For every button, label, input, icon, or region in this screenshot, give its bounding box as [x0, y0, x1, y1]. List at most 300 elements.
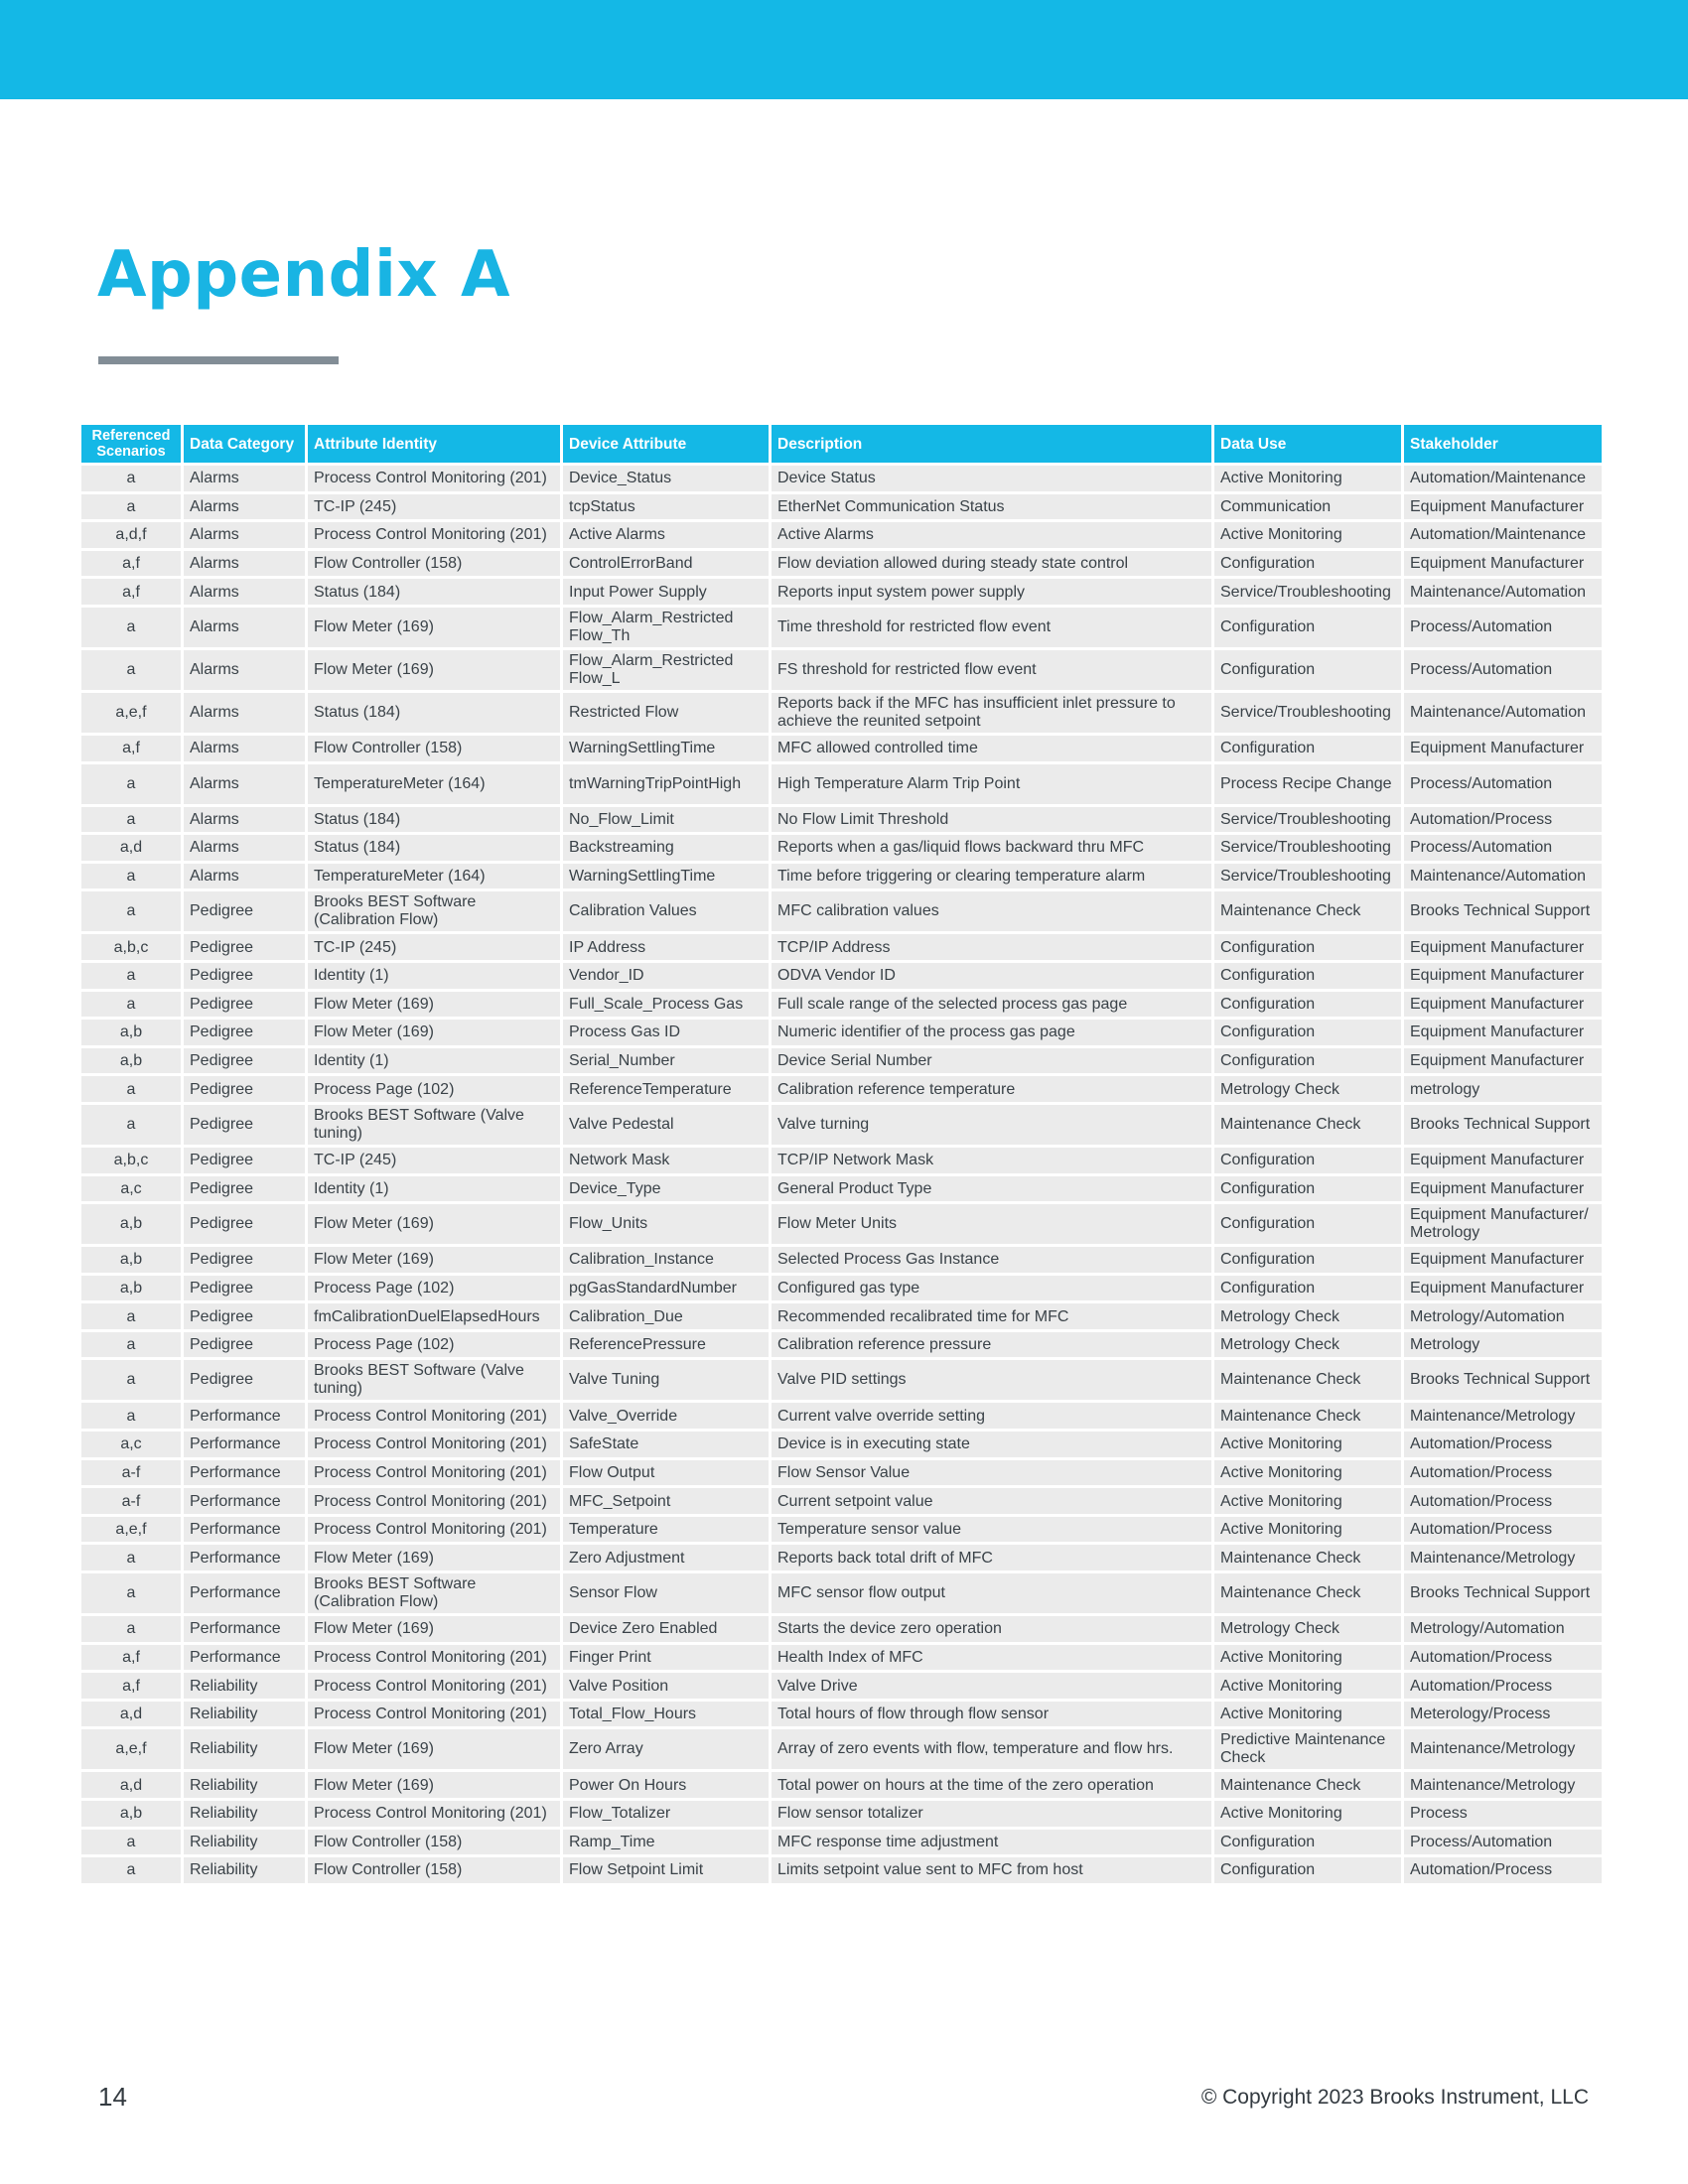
table-row	[81, 736, 1602, 761]
cell-scenarios: a,b	[81, 1048, 181, 1074]
header-referenced-scenarios: Referenced Scenarios	[81, 425, 181, 463]
cell-data-use: Service/Troubleshooting	[1214, 579, 1401, 605]
cell-data-category: Performance	[184, 1488, 305, 1514]
cell-description: EtherNet Communication Status	[772, 494, 1211, 520]
cell-description: Device is in executing state	[772, 1432, 1211, 1457]
header-stakeholder: Stakeholder	[1404, 425, 1602, 463]
cell-attribute-identity: Flow Controller (158)	[308, 736, 560, 761]
cell-scenarios: a,b,c	[81, 1148, 181, 1173]
cell-device-attribute: Flow Setpoint Limit	[563, 1857, 769, 1883]
cell-description: General Product Type	[772, 1176, 1211, 1202]
appendix-table	[78, 422, 1605, 1886]
cell-description: Reports back total drift of MFC	[772, 1545, 1211, 1570]
cell-data-use: Active Monitoring	[1214, 1460, 1401, 1486]
cell-device-attribute: Valve Tuning	[563, 1360, 769, 1400]
cell-attribute-identity: Process Control Monitoring (201)	[308, 1702, 560, 1727]
cell-device-attribute: Calibration_Instance	[563, 1247, 769, 1273]
cell-stakeholder: Equipment Manufacturer	[1404, 551, 1602, 577]
cell-data-category: Pedigree	[184, 1247, 305, 1273]
table-row	[81, 1204, 1602, 1244]
cell-attribute-identity: TemperatureMeter (164)	[308, 764, 560, 804]
cell-device-attribute: Zero Adjustment	[563, 1545, 769, 1570]
cell-data-category: Reliability	[184, 1857, 305, 1883]
cell-device-attribute: Full_Scale_Process Gas	[563, 992, 769, 1018]
cell-stakeholder: Meterology/Process	[1404, 1702, 1602, 1727]
cell-attribute-identity: Status (184)	[308, 579, 560, 605]
table-row	[81, 693, 1602, 733]
cell-data-category: Reliability	[184, 1702, 305, 1727]
cell-description: MFC calibration values	[772, 891, 1211, 931]
cell-description: Valve Drive	[772, 1673, 1211, 1699]
cell-description: Health Index of MFC	[772, 1645, 1211, 1671]
cell-attribute-identity: Flow Meter (169)	[308, 650, 560, 690]
cell-attribute-identity: Brooks BEST Software (Calibration Flow)	[308, 1573, 560, 1613]
cell-scenarios: a,d	[81, 1702, 181, 1727]
cell-scenarios: a,b	[81, 1204, 181, 1244]
cell-attribute-identity: Identity (1)	[308, 1048, 560, 1074]
cell-attribute-identity: Brooks BEST Software (Valve tuning)	[308, 1105, 560, 1145]
cell-stakeholder: Equipment Manufacturer	[1404, 1020, 1602, 1045]
cell-data-category: Alarms	[184, 579, 305, 605]
table-row	[81, 934, 1602, 960]
table-row	[81, 963, 1602, 989]
cell-device-attribute: Finger Print	[563, 1645, 769, 1671]
cell-description: Time before triggering or clearing temperature alarm	[772, 864, 1211, 889]
cell-data-use: Process Recipe Change	[1214, 764, 1401, 804]
cell-device-attribute: WarningSettlingTime	[563, 736, 769, 761]
cell-device-attribute: Process Gas ID	[563, 1020, 769, 1045]
cell-device-attribute: tmWarningTripPointHigh	[563, 764, 769, 804]
cell-attribute-identity: Process Control Monitoring (201)	[308, 1403, 560, 1429]
cell-data-category: Performance	[184, 1403, 305, 1429]
cell-attribute-identity: Flow Meter (169)	[308, 1247, 560, 1273]
cell-stakeholder: Automation/Maintenance	[1404, 522, 1602, 548]
cell-device-attribute: Backstreaming	[563, 835, 769, 861]
table-row	[81, 1830, 1602, 1855]
title-underline	[98, 356, 339, 364]
cell-stakeholder: Automation/Process	[1404, 1645, 1602, 1671]
cell-data-category: Pedigree	[184, 1204, 305, 1244]
cell-attribute-identity: Flow Controller (158)	[308, 551, 560, 577]
cell-device-attribute: Power On Hours	[563, 1772, 769, 1798]
cell-data-category: Alarms	[184, 650, 305, 690]
cell-attribute-identity: TC-IP (245)	[308, 494, 560, 520]
cell-attribute-identity: Flow Meter (169)	[308, 1020, 560, 1045]
cell-attribute-identity: Process Control Monitoring (201)	[308, 1517, 560, 1543]
cell-device-attribute: Valve Pedestal	[563, 1105, 769, 1145]
cell-data-category: Performance	[184, 1645, 305, 1671]
cell-data-category: Reliability	[184, 1673, 305, 1699]
cell-data-category: Alarms	[184, 807, 305, 833]
table-row	[81, 551, 1602, 577]
cell-data-category: Performance	[184, 1460, 305, 1486]
cell-scenarios: a	[81, 1616, 181, 1642]
cell-description: ODVA Vendor ID	[772, 963, 1211, 989]
cell-attribute-identity: Status (184)	[308, 835, 560, 861]
header-data-use: Data Use	[1214, 425, 1401, 463]
cell-device-attribute: IP Address	[563, 934, 769, 960]
table-row	[81, 1105, 1602, 1145]
cell-scenarios: a	[81, 1332, 181, 1358]
cell-data-category: Alarms	[184, 551, 305, 577]
cell-data-use: Metrology Check	[1214, 1616, 1401, 1642]
cell-data-use: Active Monitoring	[1214, 1801, 1401, 1827]
cell-scenarios: a,c	[81, 1176, 181, 1202]
cell-data-category: Pedigree	[184, 1148, 305, 1173]
cell-data-category: Pedigree	[184, 1360, 305, 1400]
cell-scenarios: a,f	[81, 736, 181, 761]
cell-data-use: Active Monitoring	[1214, 1673, 1401, 1699]
cell-stakeholder: Process/Automation	[1404, 764, 1602, 804]
cell-attribute-identity: Flow Meter (169)	[308, 608, 560, 647]
top-color-band	[0, 0, 1688, 99]
table-row	[81, 494, 1602, 520]
cell-data-use: Configuration	[1214, 1276, 1401, 1301]
cell-description: Valve turning	[772, 1105, 1211, 1145]
cell-stakeholder: Process/Automation	[1404, 608, 1602, 647]
cell-scenarios: a	[81, 992, 181, 1018]
cell-device-attribute: Flow Output	[563, 1460, 769, 1486]
cell-device-attribute: Valve Position	[563, 1673, 769, 1699]
table-row	[81, 466, 1602, 491]
cell-data-category: Pedigree	[184, 1303, 305, 1329]
table-row	[81, 1573, 1602, 1613]
cell-description: TCP/IP Address	[772, 934, 1211, 960]
cell-data-category: Alarms	[184, 522, 305, 548]
cell-device-attribute: Active Alarms	[563, 522, 769, 548]
cell-stakeholder: Process/Automation	[1404, 650, 1602, 690]
cell-device-attribute: Calibration_Due	[563, 1303, 769, 1329]
cell-scenarios: a,c	[81, 1432, 181, 1457]
table-row	[81, 992, 1602, 1018]
table-row	[81, 1360, 1602, 1400]
header-description: Description	[772, 425, 1211, 463]
cell-description: Starts the device zero operation	[772, 1616, 1211, 1642]
cell-stakeholder: Automation/Process	[1404, 1488, 1602, 1514]
cell-data-use: Active Monitoring	[1214, 1702, 1401, 1727]
cell-attribute-identity: Brooks BEST Software (Valve tuning)	[308, 1360, 560, 1400]
cell-data-category: Alarms	[184, 693, 305, 733]
cell-description: Time threshold for restricted flow event	[772, 608, 1211, 647]
table-row	[81, 1020, 1602, 1045]
cell-stakeholder: Maintenance/Metrology	[1404, 1729, 1602, 1769]
header-data-category: Data Category	[184, 425, 305, 463]
cell-data-category: Pedigree	[184, 992, 305, 1018]
cell-device-attribute: Input Power Supply	[563, 579, 769, 605]
cell-description: Temperature sensor value	[772, 1517, 1211, 1543]
cell-scenarios: a	[81, 1303, 181, 1329]
cell-data-category: Reliability	[184, 1830, 305, 1855]
cell-device-attribute: Sensor Flow	[563, 1573, 769, 1613]
cell-stakeholder: Automation/Process	[1404, 807, 1602, 833]
cell-device-attribute: Flow_Totalizer	[563, 1801, 769, 1827]
cell-data-category: Pedigree	[184, 1048, 305, 1074]
cell-data-use: Configuration	[1214, 1857, 1401, 1883]
cell-scenarios: a	[81, 864, 181, 889]
cell-description: TCP/IP Network Mask	[772, 1148, 1211, 1173]
cell-attribute-identity: Flow Meter (169)	[308, 1204, 560, 1244]
table-row	[81, 1076, 1602, 1102]
table-row	[81, 1857, 1602, 1883]
cell-stakeholder: Process/Automation	[1404, 1830, 1602, 1855]
cell-attribute-identity: Flow Meter (169)	[308, 1772, 560, 1798]
table-row	[81, 1276, 1602, 1301]
cell-stakeholder: Automation/Maintenance	[1404, 466, 1602, 491]
cell-scenarios: a	[81, 494, 181, 520]
cell-data-category: Pedigree	[184, 963, 305, 989]
cell-stakeholder: Process	[1404, 1801, 1602, 1827]
cell-device-attribute: Flow_Units	[563, 1204, 769, 1244]
table-row	[81, 1645, 1602, 1671]
cell-description: Active Alarms	[772, 522, 1211, 548]
cell-scenarios: a,e,f	[81, 693, 181, 733]
cell-attribute-identity: Brooks BEST Software (Calibration Flow)	[308, 891, 560, 931]
header-device-attribute: Device Attribute	[563, 425, 769, 463]
cell-scenarios: a,f	[81, 579, 181, 605]
cell-attribute-identity: Flow Meter (169)	[308, 1729, 560, 1769]
cell-scenarios: a	[81, 1076, 181, 1102]
cell-description: Flow deviation allowed during steady state control	[772, 551, 1211, 577]
cell-device-attribute: ControlErrorBand	[563, 551, 769, 577]
page-number: 14	[98, 2082, 127, 2112]
cell-data-category: Alarms	[184, 466, 305, 491]
cell-description: Device Status	[772, 466, 1211, 491]
cell-description: Device Serial Number	[772, 1048, 1211, 1074]
cell-description: Array of zero events with flow, temperature and flow hrs.	[772, 1729, 1211, 1769]
cell-data-use: Configuration	[1214, 1830, 1401, 1855]
cell-stakeholder: Brooks Technical Support	[1404, 1360, 1602, 1400]
cell-scenarios: a,e,f	[81, 1517, 181, 1543]
cell-description: Limits setpoint value sent to MFC from host	[772, 1857, 1211, 1883]
cell-stakeholder: Equipment Manufacturer	[1404, 1148, 1602, 1173]
cell-scenarios: a	[81, 466, 181, 491]
page-title: Appendix A	[97, 238, 510, 312]
cell-stakeholder: Brooks Technical Support	[1404, 1573, 1602, 1613]
cell-data-use: Maintenance Check	[1214, 1360, 1401, 1400]
table-row	[81, 1403, 1602, 1429]
cell-device-attribute: Flow_Alarm_Restricted Flow_Th	[563, 608, 769, 647]
cell-device-attribute: Serial_Number	[563, 1048, 769, 1074]
cell-description: FS threshold for restricted flow event	[772, 650, 1211, 690]
cell-attribute-identity: Flow Controller (158)	[308, 1857, 560, 1883]
cell-description: Flow Meter Units	[772, 1204, 1211, 1244]
cell-description: Full scale range of the selected process gas page	[772, 992, 1211, 1018]
cell-data-use: Configuration	[1214, 934, 1401, 960]
cell-scenarios: a,b	[81, 1247, 181, 1273]
cell-scenarios: a,b	[81, 1020, 181, 1045]
cell-data-use: Maintenance Check	[1214, 1573, 1401, 1613]
cell-stakeholder: Equipment Manufacturer	[1404, 1048, 1602, 1074]
table-row	[81, 1801, 1602, 1827]
cell-attribute-identity: Process Control Monitoring (201)	[308, 1432, 560, 1457]
cell-device-attribute: Calibration Values	[563, 891, 769, 931]
cell-attribute-identity: Flow Meter (169)	[308, 1545, 560, 1570]
appendix-table-container	[81, 425, 1608, 1883]
cell-data-category: Alarms	[184, 736, 305, 761]
cell-data-use: Metrology Check	[1214, 1303, 1401, 1329]
cell-attribute-identity: Process Page (102)	[308, 1276, 560, 1301]
cell-scenarios: a	[81, 608, 181, 647]
cell-data-use: Active Monitoring	[1214, 1432, 1401, 1457]
cell-data-category: Performance	[184, 1517, 305, 1543]
cell-stakeholder: Brooks Technical Support	[1404, 1105, 1602, 1145]
cell-data-category: Performance	[184, 1545, 305, 1570]
cell-scenarios: a,d	[81, 1772, 181, 1798]
cell-data-category: Alarms	[184, 864, 305, 889]
table-row	[81, 1673, 1602, 1699]
cell-device-attribute: tcpStatus	[563, 494, 769, 520]
cell-data-category: Pedigree	[184, 1076, 305, 1102]
cell-scenarios: a,f	[81, 1645, 181, 1671]
cell-data-category: Performance	[184, 1573, 305, 1613]
cell-attribute-identity: Process Control Monitoring (201)	[308, 1801, 560, 1827]
cell-stakeholder: Process/Automation	[1404, 835, 1602, 861]
cell-data-use: Configuration	[1214, 650, 1401, 690]
cell-device-attribute: ReferenceTemperature	[563, 1076, 769, 1102]
table-row	[81, 891, 1602, 931]
cell-scenarios: a	[81, 807, 181, 833]
cell-attribute-identity: TC-IP (245)	[308, 934, 560, 960]
cell-scenarios: a	[81, 1403, 181, 1429]
cell-scenarios: a	[81, 1360, 181, 1400]
cell-data-use: Service/Troubleshooting	[1214, 835, 1401, 861]
table-header-row	[81, 425, 1602, 463]
cell-description: Reports input system power supply	[772, 579, 1211, 605]
cell-attribute-identity: Process Control Monitoring (201)	[308, 522, 560, 548]
cell-scenarios: a	[81, 764, 181, 804]
cell-attribute-identity: Identity (1)	[308, 1176, 560, 1202]
cell-attribute-identity: fmCalibrationDuelElapsedHours	[308, 1303, 560, 1329]
cell-data-use: Maintenance Check	[1214, 891, 1401, 931]
table-row	[81, 1729, 1602, 1769]
cell-data-use: Configuration	[1214, 608, 1401, 647]
table-row	[81, 1517, 1602, 1543]
cell-data-use: Configuration	[1214, 1176, 1401, 1202]
cell-description: Flow sensor totalizer	[772, 1801, 1211, 1827]
cell-scenarios: a	[81, 1545, 181, 1570]
table-row	[81, 1772, 1602, 1798]
cell-data-use: Configuration	[1214, 1247, 1401, 1273]
cell-attribute-identity: TemperatureMeter (164)	[308, 864, 560, 889]
cell-attribute-identity: Process Control Monitoring (201)	[308, 1488, 560, 1514]
cell-attribute-identity: Status (184)	[308, 807, 560, 833]
cell-description: Numeric identifier of the process gas page	[772, 1020, 1211, 1045]
cell-data-use: Active Monitoring	[1214, 1517, 1401, 1543]
cell-stakeholder: Automation/Process	[1404, 1857, 1602, 1883]
cell-stakeholder: Maintenance/Metrology	[1404, 1403, 1602, 1429]
cell-stakeholder: Brooks Technical Support	[1404, 891, 1602, 931]
cell-data-category: Reliability	[184, 1801, 305, 1827]
cell-description: Current setpoint value	[772, 1488, 1211, 1514]
table-row	[81, 1702, 1602, 1727]
cell-scenarios: a,d,f	[81, 522, 181, 548]
cell-attribute-identity: Process Page (102)	[308, 1332, 560, 1358]
cell-data-use: Metrology Check	[1214, 1076, 1401, 1102]
cell-device-attribute: MFC_Setpoint	[563, 1488, 769, 1514]
cell-stakeholder: Maintenance/Automation	[1404, 864, 1602, 889]
cell-description: Reports back if the MFC has insufficient inlet pressure to achieve the reunited setpoint	[772, 693, 1211, 733]
cell-data-category: Performance	[184, 1616, 305, 1642]
cell-device-attribute: No_Flow_Limit	[563, 807, 769, 833]
cell-scenarios: a	[81, 963, 181, 989]
cell-description: High Temperature Alarm Trip Point	[772, 764, 1211, 804]
cell-device-attribute: Restricted Flow	[563, 693, 769, 733]
cell-stakeholder: Equipment Manufacturer	[1404, 1276, 1602, 1301]
cell-stakeholder: Equipment Manufacturer	[1404, 963, 1602, 989]
cell-device-attribute: Ramp_Time	[563, 1830, 769, 1855]
cell-description: Calibration reference temperature	[772, 1076, 1211, 1102]
table-row	[81, 764, 1602, 804]
cell-description: MFC sensor flow output	[772, 1573, 1211, 1613]
cell-scenarios: a,b,c	[81, 934, 181, 960]
table-row	[81, 835, 1602, 861]
cell-stakeholder: metrology	[1404, 1076, 1602, 1102]
cell-stakeholder: Maintenance/Automation	[1404, 579, 1602, 605]
cell-scenarios: a	[81, 1857, 181, 1883]
cell-stakeholder: Equipment Manufacturer	[1404, 992, 1602, 1018]
cell-description: Calibration reference pressure	[772, 1332, 1211, 1358]
cell-attribute-identity: Flow Meter (169)	[308, 1616, 560, 1642]
cell-device-attribute: Network Mask	[563, 1148, 769, 1173]
cell-device-attribute: SafeState	[563, 1432, 769, 1457]
cell-scenarios: a-f	[81, 1460, 181, 1486]
table-row	[81, 1545, 1602, 1570]
table-row	[81, 1460, 1602, 1486]
cell-attribute-identity: Process Control Monitoring (201)	[308, 1673, 560, 1699]
cell-data-category: Pedigree	[184, 891, 305, 931]
cell-device-attribute: Flow_Alarm_Restricted Flow_L	[563, 650, 769, 690]
cell-scenarios: a	[81, 1573, 181, 1613]
cell-scenarios: a,f	[81, 551, 181, 577]
cell-description: Valve PID settings	[772, 1360, 1211, 1400]
cell-description: Flow Sensor Value	[772, 1460, 1211, 1486]
cell-stakeholder: Equipment Manufacturer	[1404, 1247, 1602, 1273]
cell-data-category: Pedigree	[184, 934, 305, 960]
table-row	[81, 1488, 1602, 1514]
cell-scenarios: a	[81, 1830, 181, 1855]
table-row	[81, 608, 1602, 647]
cell-stakeholder: Automation/Process	[1404, 1517, 1602, 1543]
cell-scenarios: a	[81, 891, 181, 931]
cell-data-category: Pedigree	[184, 1105, 305, 1145]
cell-device-attribute: Valve_Override	[563, 1403, 769, 1429]
cell-scenarios: a-f	[81, 1488, 181, 1514]
cell-scenarios: a,d	[81, 835, 181, 861]
cell-description: MFC allowed controlled time	[772, 736, 1211, 761]
cell-data-use: Maintenance Check	[1214, 1772, 1401, 1798]
cell-data-use: Active Monitoring	[1214, 466, 1401, 491]
cell-device-attribute: Device_Status	[563, 466, 769, 491]
cell-data-category: Pedigree	[184, 1176, 305, 1202]
cell-data-category: Performance	[184, 1432, 305, 1457]
table-row	[81, 1303, 1602, 1329]
cell-attribute-identity: Flow Controller (158)	[308, 1830, 560, 1855]
cell-stakeholder: Metrology/Automation	[1404, 1616, 1602, 1642]
cell-stakeholder: Automation/Process	[1404, 1432, 1602, 1457]
cell-data-category: Pedigree	[184, 1332, 305, 1358]
cell-device-attribute: Zero Array	[563, 1729, 769, 1769]
cell-data-use: Active Monitoring	[1214, 1488, 1401, 1514]
cell-device-attribute: WarningSettlingTime	[563, 864, 769, 889]
table-row	[81, 807, 1602, 833]
cell-data-category: Alarms	[184, 494, 305, 520]
cell-device-attribute: pgGasStandardNumber	[563, 1276, 769, 1301]
cell-data-category: Reliability	[184, 1772, 305, 1798]
cell-data-use: Metrology Check	[1214, 1332, 1401, 1358]
table-row	[81, 1616, 1602, 1642]
cell-data-use: Configuration	[1214, 992, 1401, 1018]
cell-stakeholder: Automation/Process	[1404, 1460, 1602, 1486]
